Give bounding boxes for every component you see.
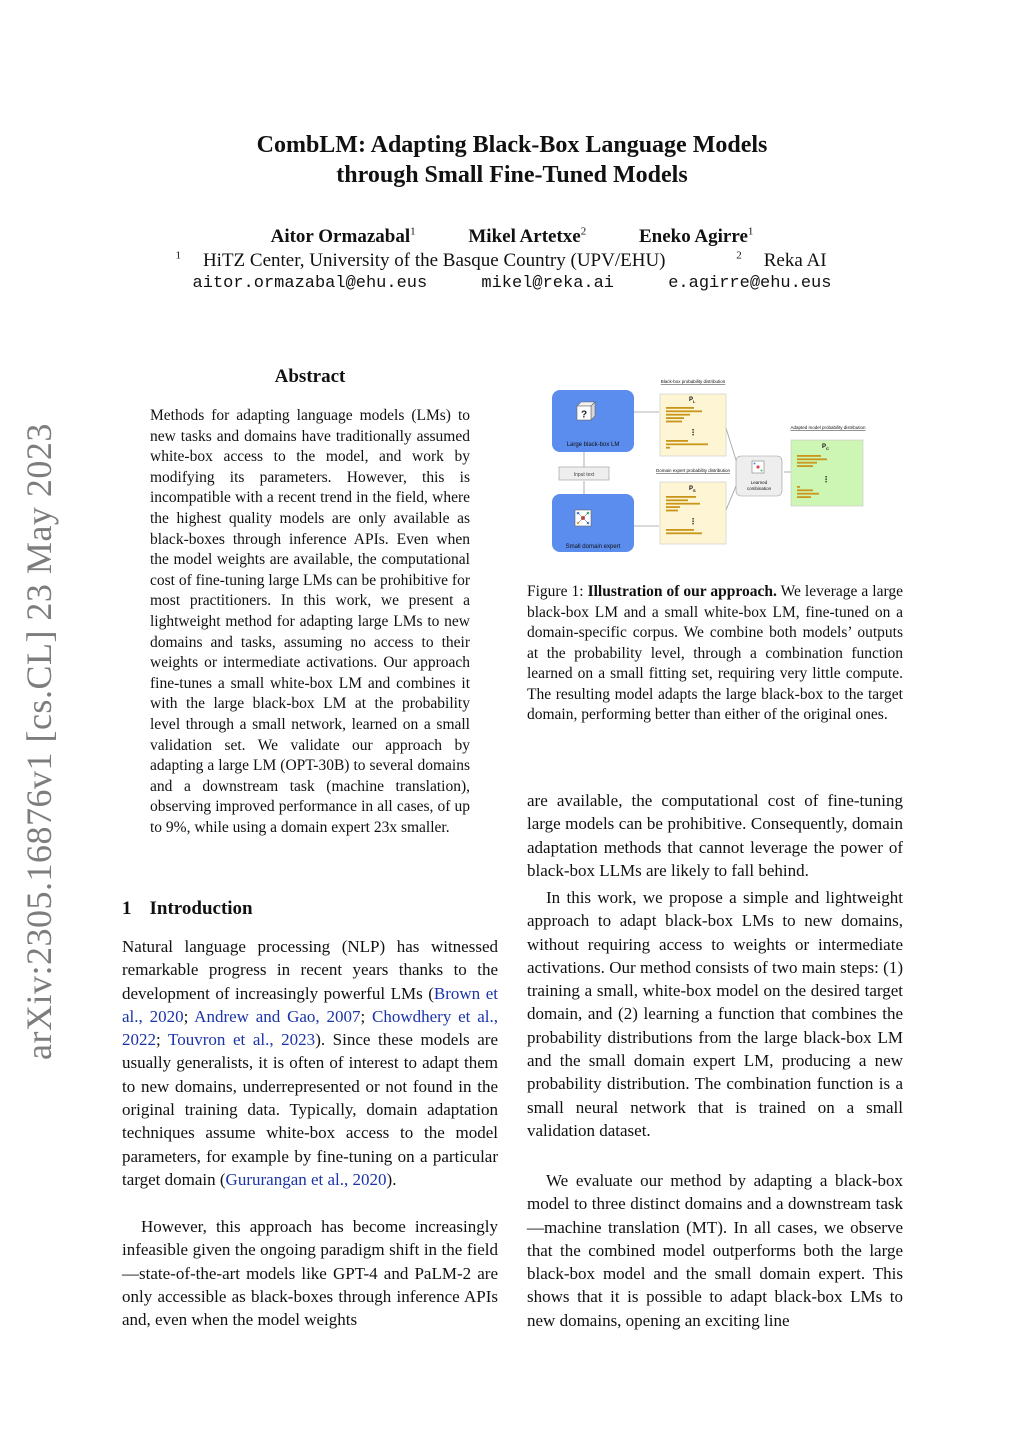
ps-tail-bar xyxy=(666,529,694,531)
ps-ellipsis: ⋮ xyxy=(689,517,697,526)
affiliations xyxy=(0,250,1024,272)
pc-tail-bar xyxy=(797,489,813,491)
intro-text-b: ). Since these models are usually generalists, it is often of interest to adapt them to new domains, underrepresented or not found in the original training data. Typically, domain adaptation techniques assume white-box access to the model parameters, for example by fine-tuning on a particular target domain ( xyxy=(122,1030,499,1189)
section-number: 1 xyxy=(122,898,132,919)
email-3[interactable]: e.agirre@ehu.eus xyxy=(668,274,832,293)
affiliation-2 xyxy=(736,250,848,271)
pc-tail-bar xyxy=(797,493,819,495)
pc-bar xyxy=(797,465,813,467)
ps-bar xyxy=(666,503,700,505)
input-text-label: Input text xyxy=(573,472,595,478)
email-list xyxy=(0,274,1024,293)
cube-question-icon xyxy=(577,402,595,421)
citation-chowdhery-2022[interactable]: Chowdhery et al., 2022 xyxy=(122,1006,498,1050)
connector-ps-combination xyxy=(726,486,736,510)
author-2-name: Mikel Artetxe xyxy=(468,226,581,247)
caption-bold: Illustration of our approach. xyxy=(587,583,777,600)
author-list xyxy=(0,226,1024,248)
pc-ellipsis: ⋮ xyxy=(822,475,830,484)
affiliation-2-text: Reka AI xyxy=(763,250,827,271)
ps-bar xyxy=(666,510,678,512)
paper-title xyxy=(0,130,1024,190)
affiliation-1-text: HiTZ Center, University of the Basque Country (UPV/EHU) xyxy=(202,250,666,271)
email-1[interactable]: aitor.ormazabal@ehu.eus xyxy=(192,274,428,293)
pc-bar xyxy=(797,455,821,457)
author-3 xyxy=(639,226,753,247)
ps-bar xyxy=(666,506,680,508)
title-line-2: through Small Fine-Tuned Models xyxy=(336,162,688,188)
caption-text: We leverage a large black-box LM and a small white-box LM, fine-tuned on a domain-specific corpus. We combine both models’ outputs at the probability level, through a combination function learned on a small fitting set, requiring very little compute. The resulting model adapts the large black-box to the target domain, performing better than either of the original ones. xyxy=(527,583,903,723)
connector-pl-combination xyxy=(726,428,736,460)
citation-separator: ; xyxy=(156,1030,169,1050)
author-1-name: Aitor Ormazabal xyxy=(270,226,411,247)
pl-letter: P xyxy=(689,397,694,403)
intro-paragraph-1 xyxy=(122,935,498,1191)
abstract-heading: Abstract xyxy=(274,366,346,387)
section-heading-introduction xyxy=(122,898,253,920)
learned-label-line-1: Learned xyxy=(750,480,768,485)
pc-bar xyxy=(797,458,827,460)
pc-letter: P xyxy=(822,444,827,450)
title-line-1: CombLM: Adapting Black-Box Language Models xyxy=(256,132,768,158)
caption-label: Figure 1: xyxy=(527,583,588,600)
pl-subscript: L xyxy=(693,399,696,404)
author-2-affil: 2 xyxy=(580,225,587,238)
intro-paragraph-2: However, this approach has become increasingly infeasible given the ongoing paradigm shift in the field—state-of-the-art models like GPT-4 and PaLM-2 are only accessible as black-boxes through inference APIs and, even when the model weights xyxy=(122,1217,498,1330)
pl-tail-bar xyxy=(666,447,670,449)
author-2 xyxy=(468,226,586,247)
network-icon xyxy=(575,510,591,526)
citation-touvron-2023[interactable]: Touvron et al., 2023 xyxy=(168,1030,316,1050)
pl-bar xyxy=(666,407,694,409)
affiliation-2-mark: 2 xyxy=(736,249,742,262)
author-3-affil: 1 xyxy=(747,225,754,238)
figure-1-diagram xyxy=(548,376,878,556)
citation-separator: ; xyxy=(183,1006,195,1026)
affiliation-1 xyxy=(175,250,687,271)
pc-label xyxy=(822,444,829,451)
black-box-dist-title: Black-box probability distribution xyxy=(660,379,726,384)
question-mark: ? xyxy=(580,409,588,421)
small-expert-label: Small domain expert xyxy=(565,544,621,550)
section-title: Introduction xyxy=(149,898,253,919)
pc-subscript: C xyxy=(826,446,829,451)
pc-tail-bar xyxy=(797,496,811,498)
affiliation-1-mark: 1 xyxy=(175,249,181,262)
combination-network-icon xyxy=(752,461,764,473)
pl-bar xyxy=(666,410,702,412)
ps-label xyxy=(689,486,696,493)
large-lm-label: Large black-box LM xyxy=(566,442,620,448)
pl-ellipsis: ⋮ xyxy=(689,428,697,437)
pl-label xyxy=(689,397,696,404)
author-1 xyxy=(271,226,416,247)
citation-gururangan-2020[interactable]: Gururangan et al., 2020 xyxy=(225,1169,387,1189)
right-paragraph-2: In this work, we propose a simple and lightweight approach to adapt black-box LMs to new domains, without requiring access to weights or intermediate activations. Our method consists of two main steps: (1) training a small, white-box model on the desired target domain, and (2) learning a function that combines the probability distributions from the large black-box LM and the small domain expert LM, producing a new probability distribution. The combination function is a small neural network that is trained on a small validation dataset. xyxy=(527,888,903,1140)
right-paragraph-3: We evaluate our method by adapting a black-box model to three distinct domains and a downstream task—machine translation (MT). In all cases, we observe that the combined model outperforms both the large black-box model and the small domain expert. This shows that it is possible to adapt black-box LMs to new domains, opening an exciting line xyxy=(527,1171,903,1330)
pc-bar xyxy=(797,462,817,464)
right-paragraph-1: are available, the computational cost of fine-tuning large models can be prohibitive. Consequently, domain adaptation methods that cannot leverage the power of black-box LLMs are likely to fall behind. xyxy=(527,791,903,880)
pl-bar xyxy=(666,417,684,419)
ps-subscript: S xyxy=(693,488,696,493)
citation-andrew-gao-2007[interactable]: Andrew and Gao, 2007 xyxy=(194,1006,361,1026)
pl-bar xyxy=(666,421,682,423)
citation-separator: ; xyxy=(360,1006,372,1026)
intro-text-c: ). xyxy=(386,1169,397,1189)
citation-brown-2020[interactable]: Brown et al., 2020 xyxy=(122,983,498,1026)
ps-bar xyxy=(666,499,688,501)
email-2[interactable]: mikel@reka.ai xyxy=(481,274,615,293)
adapted-dist-title: Adapted model probability distribution xyxy=(790,425,866,430)
ps-tail-bar xyxy=(666,532,702,534)
pc-tail-bar xyxy=(797,486,800,488)
intro-text-a: Natural language processing (NLP) has witnessed remarkable progress in recent years thanks to the development of increasingly powerful LMs ( xyxy=(122,937,498,1003)
pl-tail-bar xyxy=(666,443,708,445)
abstract-body: Methods for adapting language models (LMs) to new tasks and domains have traditionally assumed white-box access to the model, and work by modifying its parameters. However, this is incompatible with a recent trend in the field, where the highest quality models are only available as black-boxes through inference APIs. Even when the model weights are available, the computational cost of fine-tuning large LMs can be prohibitive for most practitioners. In this work, we present a lightweight method for adapting large LMs to new domains and tasks, assuming no access to their weights or intermediate activations. Our approach fine-tunes a small white-box LM and combines it with the large black-box LM at the probability level through a small network, learned on a small validation set. We validate our approach by adapting a large LM (OPT-30B) to several domains and a downstream task (machine translation), observing improved performance in all cases, of up to 9%, while using a domain expert 23x smaller. xyxy=(150,407,470,836)
ps-bar xyxy=(666,496,696,498)
ps-letter: P xyxy=(689,486,694,492)
pl-bar xyxy=(666,414,690,416)
learned-label-line-2: combination xyxy=(746,486,772,491)
arxiv-stamp: arXiv:2305.16876v1 [cs.CL] 23 May 2023 xyxy=(19,423,59,1060)
expert-dist-title: Domain expert probability distribution xyxy=(655,468,731,473)
author-1-affil: 1 xyxy=(410,225,416,238)
figure-1-caption xyxy=(527,582,903,726)
author-3-name: Eneko Agirre xyxy=(638,226,748,247)
pl-tail-bar xyxy=(666,440,688,442)
